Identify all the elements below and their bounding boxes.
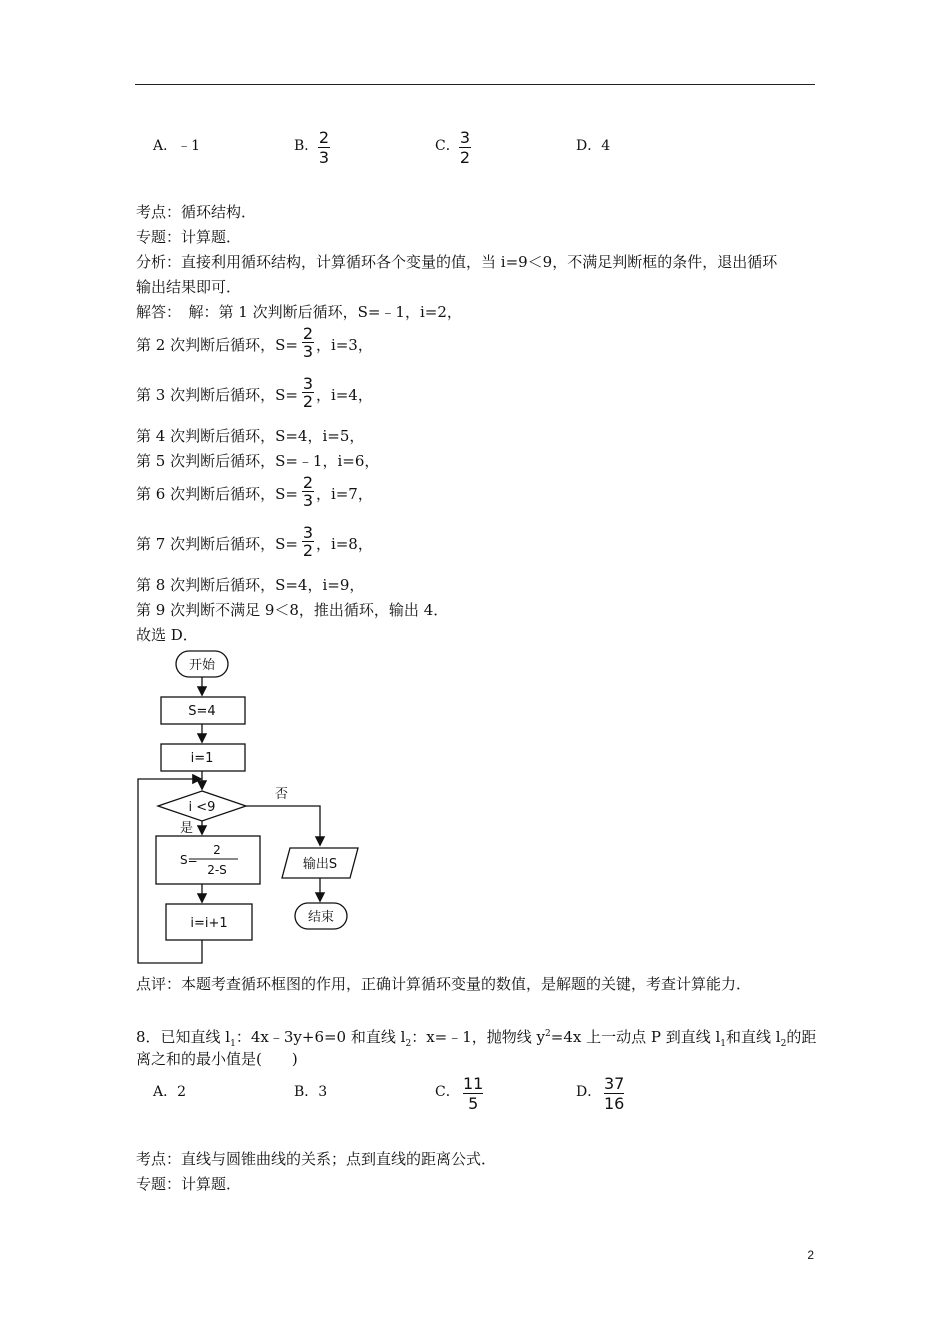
numerator: 11 bbox=[463, 1074, 484, 1093]
denominator: 5 bbox=[468, 1094, 479, 1113]
step-text: 第 7 次判断后循环，S= bbox=[136, 535, 298, 553]
flow-output-label: 输出S bbox=[302, 857, 338, 872]
flow-s-update-denominator: 2-S bbox=[207, 863, 227, 877]
step-row: 第 5 次判断后循环，S=﹣1，i=6， bbox=[136, 452, 380, 470]
q8-stem-line-1 bbox=[136, 1025, 816, 1053]
numerator: 2 bbox=[302, 473, 314, 492]
numerator: 2 bbox=[302, 324, 314, 343]
denominator: 3 bbox=[318, 148, 330, 167]
numerator: 3 bbox=[302, 374, 314, 393]
jieda-line: 解答： 解：第 1 次判断后循环，S=﹣1，i=2， bbox=[136, 303, 462, 321]
flow-s-init-label: S=4 bbox=[188, 704, 216, 719]
flow-condition-label: i <9 bbox=[188, 800, 216, 815]
step-fraction bbox=[302, 475, 314, 508]
denominator: 16 bbox=[604, 1094, 625, 1113]
dianping-line: 点评：本题考查循环框图的作用，正确计算循环变量的数值，是解题的关键，考查计算能力． bbox=[136, 975, 752, 993]
q8-text: 8．已知直线 l bbox=[136, 1028, 231, 1046]
denominator: 2 bbox=[459, 148, 471, 167]
q8-stem-line-2: 离之和的最小值是( ) bbox=[136, 1050, 298, 1068]
step-row bbox=[136, 535, 373, 553]
q7-option-b-fraction bbox=[318, 129, 330, 166]
q8-option-d-fraction bbox=[604, 1075, 624, 1112]
step-row: 第 8 次判断后循环，S=4，i=9， bbox=[136, 576, 365, 594]
fenxi-line-2: 输出结果即可． bbox=[136, 278, 242, 296]
q7-option-d bbox=[576, 137, 610, 155]
step-text: ，i=7， bbox=[315, 485, 373, 503]
q7-option-b-label: B． bbox=[294, 138, 319, 154]
step-text: ，i=8， bbox=[315, 535, 373, 553]
flow-i-update-label: i=i+1 bbox=[190, 916, 228, 931]
q7-option-a bbox=[153, 137, 200, 155]
kaodian-line: 考点：循环结构． bbox=[136, 203, 257, 221]
subscript: 2 bbox=[780, 1039, 787, 1049]
step-fraction bbox=[302, 525, 314, 558]
fenxi-line-1: 分析：直接利用循环结构，计算循环各个变量的值，当 i=9＜9，不满足判断框的条件，退出循环 bbox=[136, 253, 778, 271]
option-value: ﹣1 bbox=[177, 138, 201, 154]
denominator: 3 bbox=[302, 491, 314, 510]
q8-option-c-fraction bbox=[463, 1075, 483, 1112]
step-text: 第 2 次判断后循环，S= bbox=[136, 336, 298, 354]
q8-text: ：4x﹣3y+6=0 和直线 l bbox=[235, 1028, 406, 1046]
q8-text: ：x=﹣1，抛物线 y bbox=[411, 1028, 546, 1046]
step-row: 第 4 次判断后循环，S=4，i=5， bbox=[136, 427, 365, 445]
zhuanti-line: 专题：计算题． bbox=[136, 228, 242, 246]
option-label: B． bbox=[294, 1084, 319, 1100]
q8-text: =4x 上一动点 P 到直线 l bbox=[550, 1028, 721, 1046]
q8-kaodian-line: 考点：直线与圆锥曲线的关系；点到直线的距离公式． bbox=[136, 1150, 497, 1168]
numerator: 37 bbox=[604, 1074, 625, 1093]
option-label: D． bbox=[576, 138, 602, 154]
q8-option-b bbox=[294, 1083, 327, 1101]
page-number: 2 bbox=[807, 1248, 814, 1262]
option-value: 4 bbox=[601, 138, 611, 154]
step-row bbox=[136, 485, 373, 503]
flow-s-update-numerator: 2 bbox=[213, 843, 221, 857]
q8-text: 和直线 l bbox=[726, 1028, 781, 1046]
subscript: 1 bbox=[720, 1039, 727, 1049]
flow-start-label: 开始 bbox=[188, 658, 216, 673]
q8-option-a bbox=[153, 1083, 186, 1101]
flowchart bbox=[130, 648, 370, 970]
option-value: 2 bbox=[177, 1084, 187, 1100]
subscript: 1 bbox=[230, 1039, 236, 1049]
q8-option-c-label: C． bbox=[435, 1084, 460, 1100]
step-text: 第 3 次判断后循环，S= bbox=[136, 386, 298, 404]
denominator: 3 bbox=[302, 342, 314, 361]
step-text: ，i=3， bbox=[315, 336, 373, 354]
flow-i-init-label: i=1 bbox=[190, 751, 214, 766]
q7-option-c-fraction bbox=[459, 129, 471, 166]
flow-yes-label: 是 bbox=[180, 821, 194, 836]
numerator: 3 bbox=[459, 128, 471, 147]
q8-zhuanti-line: 专题：计算题． bbox=[136, 1175, 242, 1193]
answer-line: 故选 D． bbox=[136, 626, 198, 644]
numerator: 2 bbox=[318, 128, 330, 147]
option-label: A． bbox=[153, 1084, 178, 1100]
denominator: 2 bbox=[302, 392, 314, 411]
step-fraction bbox=[302, 376, 314, 409]
step-row: 第 9 次判断不满足 9＜8，推出循环，输出 4． bbox=[136, 601, 449, 619]
flow-end-label: 结束 bbox=[307, 910, 335, 925]
denominator: 2 bbox=[302, 541, 314, 560]
superscript: 2 bbox=[545, 1029, 551, 1039]
q8-option-d-label: D． bbox=[576, 1084, 602, 1100]
step-fraction bbox=[302, 326, 314, 359]
step-row bbox=[136, 386, 373, 404]
step-text: 第 6 次判断后循环，S= bbox=[136, 485, 298, 503]
header-rule bbox=[135, 84, 815, 85]
flow-s-update-prefix: S= bbox=[180, 853, 198, 867]
flow-no-label: 否 bbox=[275, 787, 289, 802]
option-label: A． bbox=[153, 138, 178, 154]
step-text: ，i=4， bbox=[315, 386, 373, 404]
numerator: 3 bbox=[302, 523, 314, 542]
q8-text: 的距 bbox=[786, 1028, 817, 1046]
subscript: 2 bbox=[405, 1039, 412, 1049]
q7-option-c-label: C． bbox=[435, 138, 460, 154]
option-value: 3 bbox=[318, 1084, 328, 1100]
step-row bbox=[136, 336, 373, 354]
